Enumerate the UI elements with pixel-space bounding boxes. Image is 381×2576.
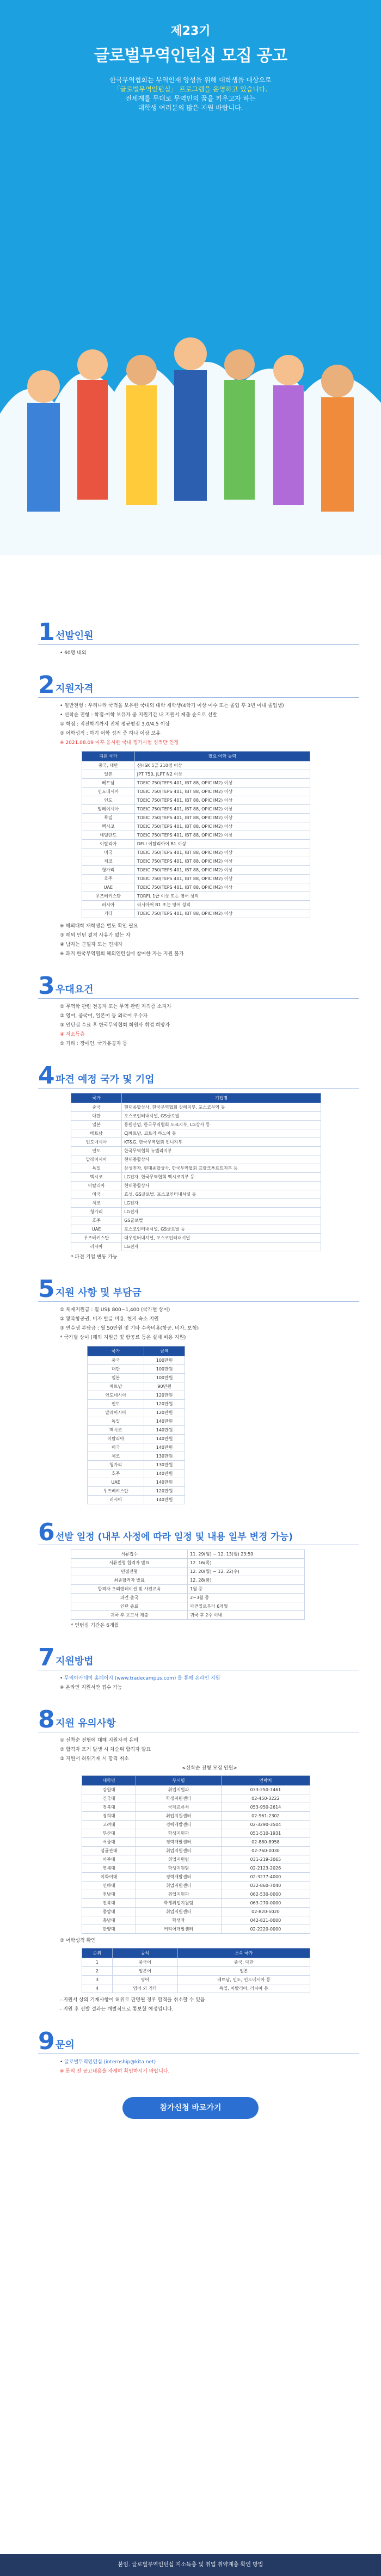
- university-row: [82, 1786, 310, 1794]
- university-row: [82, 1803, 310, 1812]
- fee-row-cell: 140만원: [144, 1443, 185, 1452]
- country-row-cell: 러시아: [71, 1243, 122, 1251]
- fee-row-cell: 140만원: [144, 1496, 185, 1504]
- rank-row-cell: 1: [82, 1958, 113, 1967]
- university-row-cell: 학생지원센터: [136, 1794, 222, 1803]
- university-row-cell: 전북대: [82, 1899, 136, 1908]
- university-row: [82, 1890, 310, 1899]
- country-row-cell: 독일: [71, 1164, 122, 1173]
- country-row-cell: 체코: [71, 1199, 122, 1208]
- country-row-cell: GS글로벌: [122, 1216, 321, 1225]
- university-row-cell: 취업지원센터: [136, 1882, 222, 1890]
- fee-row-cell: 90만원: [144, 1382, 185, 1391]
- language-row: [82, 840, 310, 849]
- language-row: [82, 779, 310, 788]
- fee-row-cell: 100만원: [144, 1356, 185, 1365]
- university-row-cell: 학생지원과: [136, 1829, 222, 1838]
- country-row: [71, 1225, 321, 1234]
- fee-row-cell: 120만원: [144, 1400, 185, 1409]
- language-row-cell: 호주: [82, 875, 135, 883]
- fee-row-cell: 100만원: [144, 1365, 185, 1374]
- language-row-cell: JPT 750, JLPT N2 이상: [134, 770, 310, 779]
- country-row-cell: 일본: [71, 1121, 122, 1129]
- fee-row: [88, 1400, 185, 1409]
- country-row-cell: 삼성전자, 현대종합상사, 한국무역협회 프랑크푸르트지부 등: [122, 1164, 321, 1173]
- language-row-cell: UAE: [82, 883, 135, 892]
- fee-row: [88, 1391, 185, 1400]
- language-row-cell: 멕시코: [82, 822, 135, 831]
- country-row-cell: 인도: [71, 1147, 122, 1155]
- fee-row: [88, 1461, 185, 1470]
- country-row-cell: 한국무역협회 뉴델리지부: [122, 1147, 321, 1155]
- hero-banner: [0, 0, 381, 599]
- country-row-cell: 현대종합상사: [122, 1155, 321, 1164]
- university-row-cell: 부산대: [82, 1829, 136, 1838]
- university-row: [82, 1864, 310, 1873]
- university-row-cell: 취업지원과: [136, 1890, 222, 1899]
- country-row-cell: 호주: [71, 1216, 122, 1225]
- fee-row-cell: 독일: [88, 1417, 144, 1426]
- country-row: [71, 1243, 321, 1251]
- language-requirements-table: 지원 국가 필요 어학 능력 중국, 대만 신HSK 5급 210점 이상 일본 JPT 750, JLPT N2 이상 베트남 TOEIC 750(TEPS 401, IBT 88, OPIC IM2) 이상 인도네시아 TOEIC 750(TEPS 401, IBT 88, OPIC IM2) 이상 인도 TOEIC 750(TEPS 401, IBT 88, OPIC IM2) 이상 말레이시아 TOEIC 750(TEPS 401, IBT 88, OPIC IM2) 이상 독일 TOEIC 750(TEPS 401, IBT 88, OPIC IM2) 이상 멕시코 TOEIC 750(TEPS 401, IBT 88, OPIC IM2) 이상 네덜란드 TOEIC 750(TEPS 401, IBT 88, OPIC IM2) 이상 이탈리아 DELI 이탈리아어 B1 이상 미국 TOEIC 750(TEPS 401, IBT 88, OPIC IM2) 이상 체코 TOEIC 750(TEPS 401, IBT 88, OPIC IM2) 이상 헝가리 TOEIC 750(TEPS 401, IBT 88, OPIC IM2) 이상 호주 TOEIC 750(TEPS 401, IBT 88, OPIC IM2) 이상 UAE TOEIC 750(TEPS 401, IBT 88, OPIC IM2) 이상 우즈베키스탄 TORFL 1급 이상 또는 영어 성적 러시아 러시아어 B1 또는 영어 성적 기타 TOEIC 750(TEPS 401, IBT 88, OPIC IM2) 이상: [82, 751, 310, 918]
- country-row-cell: 포스코인터내셔널, GS글로벌 등: [122, 1225, 321, 1234]
- university-row-cell: 02-450-3222: [221, 1794, 310, 1803]
- fee-row-cell: 100만원: [144, 1374, 185, 1382]
- rank-row-cell: 독일, 이탈리아, 러시아 등: [177, 1984, 310, 1993]
- country-row-cell: 효성, GS글로벌, 포스코인터내셔널 등: [122, 1190, 321, 1199]
- country-row-cell: CJ베트남, 코트라 하노이 등: [122, 1129, 321, 1138]
- university-row-cell: 취업지원센터: [136, 1908, 222, 1916]
- fee-row-cell: 120만원: [144, 1487, 185, 1496]
- schedule-row-cell: 인턴 종료: [71, 1602, 188, 1611]
- language-row: [82, 883, 310, 892]
- country-row: [71, 1182, 321, 1190]
- university-contact-table: 대학명 부서명 연락처 강원대 취업지원과 033-250-7461 건국대 학생지원센터 02-450-3222 경북대 국제교류처 053-950-2614 경희대 취업지원센터 02-961-2302 고려대 경력개발센터 02-3290-3504 부산대 학생지원과 051-510-1931 서울대 경력개발센터 02-880-8958 성균관대 취업지원센터 02-760-0030 아주대 취업지원팀 031-219-3065 연세대 학생지원팀 02-2123-2026 이화여대 경력개발센터 02-3277-4000 인하대 취업지원센터 032-860-7040 전남대 취업지원과 062-530-0000 전북대 학생취업지원팀 063-270-0000 중앙대 취업지원센터 02-820-5020 충남대 학생과 042-821-0000 한양대 커리어개발센터 02-2220-0000: [82, 1775, 310, 1934]
- crowd-illustration: [0, 207, 381, 599]
- university-row-cell: 취업지원팀: [136, 1855, 222, 1864]
- schedule-row-cell: 1월 중: [188, 1585, 305, 1594]
- language-row: [82, 909, 310, 918]
- language-row-cell: 독일: [82, 814, 135, 822]
- hero-description: 한국무역협회는 무역인재 양성을 위해 대학생을 대상으로 「글로벌무역인턴십」 프로그램을 운영하고 있습니다. 전세계를 무대로 무역인의 꿈을 키우고자 하는 대학생 여러분의 많은 지원 바랍니다.: [109, 76, 272, 112]
- fee-row: [88, 1443, 185, 1452]
- country-row: [71, 1138, 321, 1147]
- university-row: [82, 1847, 310, 1855]
- rank-row-cell: 일본어: [112, 1967, 177, 1976]
- schedule-row-cell: 귀국 후 보고서 제출: [71, 1611, 188, 1620]
- language-row-cell: 러시아어 B1 또는 영어 성적: [134, 901, 310, 909]
- rank-row-cell: 중국어: [112, 1958, 177, 1967]
- fee-row-cell: 인도: [88, 1400, 144, 1409]
- section-support: 5 지원 사항 및 부담금 ① 체재지원금 : 월 US$ 800~1,400 (국가별 상이) ② 왕복항공권, 비자 발급 비용, 현지 숙소 지원 ③ 연수생 부담금 : 월 50만원 및 기타 수속비용(항공, 비자, 보험) * 국가별 상이 (해외 지원금 및 항공료 등은 실제 비용 지원) 국가 금액 중국 100만원 대만 100만원 일본 100만원 베트남 90만원 인도네시아 120만원 인도 120만원 말레이시아 120만원 독일 140만원 멕시코 140만원 이탈리아 140만원 미국 140만원 체코 130만원 헝가리 130만원 호주 140만원 UAE 140만원 우즈베키스탄 120만원 러시아 140만원: [0, 1277, 381, 1504]
- schedule-row-cell: 2~3월 중: [188, 1594, 305, 1602]
- university-row-cell: 02-760-0030: [221, 1847, 310, 1855]
- schedule-row-cell: 서류전형 합격자 발표: [71, 1559, 188, 1567]
- country-company-table: 국가 기업명 중국 현대종합상사, 한국무역협회 상해지부, 포스코무역 등 대만 포스코인터내셔널, GS글로벌 일본 동원산업, 한국무역협회 도쿄지부, LG상사 등 베트남 CJ베트남, 코트라 하노이 등 인도네시아 KT&G, 한국무역협회 인니지부 인도 한국무역협회 뉴델리지부 말레이시아 현대종합상사 독일 삼성전자, 현대종합상사, 한국무역협회 프랑크푸르트지부 등 멕시코 LG전자, 한국무역협회 멕시코지부 등 이탈리아 현대종합상사 미국 효성, GS글로벌, 포스코인터내셔널 등 체코 LG전자 헝가리 LG전자 호주 GS글로벌 UAE 포스코인터내셔널, GS글로벌 등 우즈베키스탄 대우인터내셔널, 포스코인터내셔널 러시아 LG전자: [71, 1093, 321, 1251]
- fee-row-cell: 130만원: [144, 1461, 185, 1470]
- country-row: [71, 1164, 321, 1173]
- rank-row: [82, 1984, 310, 1993]
- country-row: [71, 1147, 321, 1155]
- university-row-cell: 033-250-7461: [221, 1786, 310, 1794]
- country-row: [71, 1234, 321, 1243]
- fee-row: [88, 1374, 185, 1382]
- page-title: 글로벌무역인턴십 모집 공고: [94, 46, 287, 65]
- section-schedule: 6 선발 일정 (내부 사정에 따라 일정 및 내용 일부 변경 가능) 서류접수 11. 29(월) ~ 12. 13(월) 23:59 서류전형 합격자 발표 12. 16(목) 면접전형 12. 20(월) ~ 12. 22(수) 최종합격자 발표 12. 28(화) 합격자 오리엔테이션 및 사전교육 1월 중 파견 출국 2~3월 중 인턴 종료 파견일로부터 6개월 귀국 후 보고서 제출 귀국 후 2주 이내 * 인턴십 기간은 6개월: [0, 1521, 381, 1630]
- country-row-cell: 인도네시아: [71, 1138, 122, 1147]
- university-row: [82, 1908, 310, 1916]
- language-row-cell: TOEIC 750(TEPS 401, IBT 88, OPIC IM2) 이상: [134, 796, 310, 805]
- university-row-cell: 02-880-8958: [221, 1838, 310, 1847]
- university-row-cell: 고려대: [82, 1821, 136, 1829]
- university-row-cell: 02-2123-2026: [221, 1864, 310, 1873]
- university-row-cell: 051-510-1931: [221, 1829, 310, 1838]
- university-row-cell: 전남대: [82, 1890, 136, 1899]
- university-row: [82, 1812, 310, 1821]
- university-row-cell: 아주대: [82, 1855, 136, 1864]
- university-row-cell: 경력개발센터: [136, 1821, 222, 1829]
- language-row-cell: 기타: [82, 909, 135, 918]
- country-row: [71, 1155, 321, 1164]
- university-row-cell: 031-219-3065: [221, 1855, 310, 1864]
- language-row: [82, 831, 310, 840]
- fee-row: [88, 1452, 185, 1461]
- language-row: [82, 892, 310, 901]
- language-row-cell: TOEIC 750(TEPS 401, IBT 88, OPIC IM2) 이상: [134, 875, 310, 883]
- language-row-cell: TOEIC 750(TEPS 401, IBT 88, OPIC IM2) 이상: [134, 805, 310, 814]
- language-row-cell: TOEIC 750(TEPS 401, IBT 88, OPIC IM2) 이상: [134, 849, 310, 857]
- university-row: [82, 1916, 310, 1925]
- rank-row-cell: 중국, 대만: [177, 1958, 310, 1967]
- fee-row-cell: 140만원: [144, 1470, 185, 1478]
- country-row-cell: LG전자: [122, 1208, 321, 1216]
- section-recruitment-count: 1 선발인원 • 60명 내외: [0, 620, 381, 657]
- schedule-row: [71, 1559, 305, 1567]
- language-row-cell: 러시아: [82, 901, 135, 909]
- fee-row-cell: 140만원: [144, 1478, 185, 1487]
- fee-row-cell: 중국: [88, 1356, 144, 1365]
- country-row: [71, 1129, 321, 1138]
- language-row: [82, 875, 310, 883]
- language-row: [82, 796, 310, 805]
- university-row-cell: 053-950-2614: [221, 1803, 310, 1812]
- section-preferences: 3 우대요건 ① 무역학 관련 전공자 또는 무역 관련 자격증 소지자 ② 영어, 중국어, 일본어 등 외국어 우수자 ③ 인턴십 수료 후 한국무역협회 회원사 취업 희망자 ④ 저소득층 ⑤ 기타 : 장애인, 국가유공자 등: [0, 974, 381, 1048]
- fee-row-cell: 140만원: [144, 1417, 185, 1426]
- rank-row: [82, 1967, 310, 1976]
- university-row: [82, 1882, 310, 1890]
- language-row-cell: TOEIC 750(TEPS 401, IBT 88, OPIC IM2) 이상: [134, 883, 310, 892]
- country-row-cell: 멕시코: [71, 1173, 122, 1182]
- section-contact: 9 문의 • 글로벌무역인턴십 (internship@kita.net) ※ 문의 전 공고내용을 자세히 확인하시기 바랍니다.: [0, 2030, 381, 2075]
- university-row-cell: 국제교류처: [136, 1803, 222, 1812]
- fee-row-cell: 멕시코: [88, 1426, 144, 1435]
- fee-row: [88, 1478, 185, 1487]
- fee-row-cell: 미국: [88, 1443, 144, 1452]
- country-row-cell: 현대종합상사: [122, 1182, 321, 1190]
- university-row-cell: 건국대: [82, 1794, 136, 1803]
- university-row: [82, 1873, 310, 1882]
- university-row-cell: 충남대: [82, 1916, 136, 1925]
- university-row-cell: 취업지원과: [136, 1786, 222, 1794]
- schedule-row-cell: 11. 29(월) ~ 12. 13(월) 23:59: [188, 1550, 305, 1559]
- university-row-cell: 인하대: [82, 1882, 136, 1890]
- university-row-cell: 02-961-2302: [221, 1812, 310, 1821]
- language-row: [82, 814, 310, 822]
- language-row-cell: TOEIC 750(TEPS 401, IBT 88, OPIC IM2) 이상: [134, 831, 310, 840]
- schedule-row-cell: 12. 28(화): [188, 1576, 305, 1585]
- fee-row: [88, 1417, 185, 1426]
- language-row: [82, 849, 310, 857]
- schedule-row-cell: 12. 20(월) ~ 12. 22(수): [188, 1567, 305, 1576]
- country-row: [71, 1190, 321, 1199]
- university-row-cell: 063-270-0000: [221, 1899, 310, 1908]
- fee-row: [88, 1426, 185, 1435]
- language-row-cell: TORFL 1급 이상 또는 영어 성적: [134, 892, 310, 901]
- schedule-row-cell: 귀국 후 2주 이내: [188, 1611, 305, 1620]
- fee-row-cell: 말레이시아: [88, 1409, 144, 1417]
- language-row-cell: 말레이시아: [82, 805, 135, 814]
- language-row-cell: DELI 이탈리아어 B1 이상: [134, 840, 310, 849]
- country-row-cell: LG전자, 한국무역협회 멕시코지부 등: [122, 1173, 321, 1182]
- university-row-cell: 학생지원팀: [136, 1864, 222, 1873]
- language-row: [82, 761, 310, 770]
- university-row-cell: 한양대: [82, 1925, 136, 1934]
- university-row-cell: 학생취업지원팀: [136, 1899, 222, 1908]
- country-row-cell: LG전자: [122, 1199, 321, 1208]
- language-row-cell: 인도: [82, 796, 135, 805]
- language-row: [82, 866, 310, 875]
- language-row-cell: 일본: [82, 770, 135, 779]
- country-row-cell: 동원산업, 한국무역협회 도쿄지부, LG상사 등: [122, 1121, 321, 1129]
- fee-row: [88, 1356, 185, 1365]
- fee-row-cell: 140만원: [144, 1426, 185, 1435]
- country-row-cell: 우즈베키스탄: [71, 1234, 122, 1243]
- country-row-cell: 중국: [71, 1103, 122, 1112]
- fee-row-cell: 체코: [88, 1452, 144, 1461]
- country-row-cell: LG전자: [122, 1243, 321, 1251]
- fee-row-cell: 일본: [88, 1374, 144, 1382]
- footer-note: 붙임. 글로벌무역인턴십 지소득층 및 취업 취약계층 확인 방법: [0, 2554, 381, 2576]
- university-row-cell: 취업지원센터: [136, 1847, 222, 1855]
- language-row-cell: 네덜란드: [82, 831, 135, 840]
- language-row-cell: TOEIC 750(TEPS 401, IBT 88, OPIC IM2) 이상: [134, 822, 310, 831]
- university-row: [82, 1838, 310, 1847]
- contact-email-link[interactable]: 글로벌무역인턴십 (internship@kita.net): [64, 2059, 156, 2065]
- country-row-cell: 대만: [71, 1112, 122, 1121]
- fee-row-cell: 헝가리: [88, 1461, 144, 1470]
- university-row-cell: 02-2220-0000: [221, 1925, 310, 1934]
- university-row-cell: 취업지원센터: [136, 1812, 222, 1821]
- language-row-cell: TOEIC 750(TEPS 401, IBT 88, OPIC IM2) 이상: [134, 866, 310, 875]
- edition-label: 제23기: [170, 24, 211, 38]
- language-row: [82, 901, 310, 909]
- country-row: [71, 1121, 321, 1129]
- language-row-cell: 체코: [82, 857, 135, 866]
- country-row: [71, 1173, 321, 1182]
- apply-method-link[interactable]: 무역아카데미 홈페이지 (www.tradecampus.com) 를 통해 온라인 지원: [64, 1676, 220, 1681]
- schedule-row-cell: 파견 출국: [71, 1594, 188, 1602]
- language-row-cell: TOEIC 750(TEPS 401, IBT 88, OPIC IM2) 이상: [134, 779, 310, 788]
- university-row-cell: 경력개발센터: [136, 1838, 222, 1847]
- fee-row-cell: 130만원: [144, 1452, 185, 1461]
- country-row: [71, 1112, 321, 1121]
- section-countries: 4 파견 예정 국가 및 기업 국가 기업명 중국 현대종합상사, 한국무역협회 상해지부, 포스코무역 등 대만 포스코인터내셔널, GS글로벌 일본 동원산업, 한국무역협회 도쿄지부, LG상사 등 베트남 CJ베트남, 코트라 하노이 등 인도네시아 KT&G, 한국무역협회 인니지부 인도 한국무역협회 뉴델리지부 말레이시아 현대종합상사 독일 삼성전자, 현대종합상사, 한국무역협회 프랑크푸르트지부 등 멕시코 LG전자, 한국무역협회 멕시코지부 등 이탈리아 현대종합상사 미국 효성, GS글로벌, 포스코인터내셔널 등 체코 LG전자 헝가리 LG전자 호주 GS글로벌 UAE 포스코인터내셔널, GS글로벌 등 우즈베키스탄 대우인터내셔널, 포스코인터내셔널 러시아 LG전자 * 파견 기업 변동 가능: [0, 1064, 381, 1261]
- country-row-cell: 말레이시아: [71, 1155, 122, 1164]
- university-row-cell: 중앙대: [82, 1908, 136, 1916]
- university-row-cell: 성균관대: [82, 1847, 136, 1855]
- language-row-cell: 미국: [82, 849, 135, 857]
- language-row-cell: TOEIC 750(TEPS 401, IBT 88, OPIC IM2) 이상: [134, 909, 310, 918]
- language-row-cell: 우즈베키스탄: [82, 892, 135, 901]
- language-row: [82, 770, 310, 779]
- schedule-row-cell: 최종합격자 발표: [71, 1576, 188, 1585]
- fee-row: [88, 1365, 185, 1374]
- schedule-row: [71, 1602, 305, 1611]
- rank-row-cell: 2: [82, 1967, 113, 1976]
- university-row-cell: 이화여대: [82, 1873, 136, 1882]
- rank-row-cell: 일본: [177, 1967, 310, 1976]
- university-row: [82, 1925, 310, 1934]
- rank-row: [82, 1976, 310, 1984]
- language-row-cell: 베트남: [82, 779, 135, 788]
- language-row-cell: TOEIC 750(TEPS 401, IBT 88, OPIC IM2) 이상: [134, 814, 310, 822]
- section-how-to-apply: 7 지원방법 • 무역아카데미 홈페이지 (www.tradecampus.com) 를 통해 온라인 지원 ※ 온라인 지원서만 접수 가능: [0, 1646, 381, 1692]
- fee-row-cell: 우즈베키스탄: [88, 1487, 144, 1496]
- fee-row-cell: 베트남: [88, 1382, 144, 1391]
- fee-row: [88, 1496, 185, 1504]
- fee-row-cell: UAE: [88, 1478, 144, 1487]
- fee-row-cell: 호주: [88, 1470, 144, 1478]
- country-row-cell: UAE: [71, 1225, 122, 1234]
- country-row-cell: 대우인터내셔널, 포스코인터내셔널: [122, 1234, 321, 1243]
- university-row-cell: 서울대: [82, 1838, 136, 1847]
- university-row: [82, 1899, 310, 1908]
- university-row-cell: 02-820-5020: [221, 1908, 310, 1916]
- schedule-row: [71, 1611, 305, 1620]
- rank-row-cell: 4: [82, 1984, 113, 1993]
- language-row: [82, 822, 310, 831]
- fee-row-cell: 120만원: [144, 1391, 185, 1400]
- country-row-cell: 현대종합상사, 한국무역협회 상해지부, 포스코무역 등: [122, 1103, 321, 1112]
- language-row-cell: 이탈리아: [82, 840, 135, 849]
- fee-row-cell: 인도네시아: [88, 1391, 144, 1400]
- university-row-cell: 연세대: [82, 1864, 136, 1873]
- country-row-cell: 미국: [71, 1190, 122, 1199]
- schedule-row: [71, 1585, 305, 1594]
- language-row-cell: TOEIC 750(TEPS 401, IBT 88, OPIC IM2) 이상: [134, 788, 310, 796]
- country-row-cell: 포스코인터내셔널, GS글로벌: [122, 1112, 321, 1121]
- language-row-cell: 인도네시아: [82, 788, 135, 796]
- section-notes: 8 지원 유의사항 ① 선착순 전형에 대해 지원자격 유의 ② 합격자 포기 발생 시 차순위 합격자 발표 ③ 지원서 허위기재 시 합격 취소 <선착순 전형 모집 인원> 대학명 부서명 연락처 강원대 취업지원과 033-250-7461 건국대 학생지원센터 02-450-3222 경북대 국제교류처 053-950-2614 경희대 취업지원센터 02-961-2302 고려대 경력개발센터 02-3290-3504 부산대 학생지원과 051-510-1931 서울대 경력개발센터 02-880-8958 성균관대 취업지원센터 02-760-0030 아주대 취업지원팀 031-219-3065 연세대 학생지원팀 02-2123-2026 이화여대 경력개발센터 02-3277-4000 인하대 취업지원센터 032-860-7040 전남대 취업지원과 062-530-0000 전북대 학생취업지원팀 063-270-0000 중앙대 취업지원센터 02-820-5020 충남대 학생과 042-821-0000 한양대 커리어개발센터 02-2220-0000 ② 어학성적 확인 순위 공석 소속 국가 1 중국어 중국, 대만 2 일본어 일본 3 영어 베트남, 인도, 인도네시아 등 4 영어 외 기타 독일, 이탈리아, 러시아 등 - 지원서 상의 기재사항이 허위로 판명될 경우 합격을 취소할 수 있음 - 지원 후 선발 결과는 개별적으로 통보할 예정입니다.: [0, 1708, 381, 2013]
- country-row-cell: 베트남: [71, 1129, 122, 1138]
- fee-row-cell: 이탈리아: [88, 1435, 144, 1443]
- rank-row-cell: 베트남, 인도, 인도네시아 등: [177, 1976, 310, 1984]
- country-row: [71, 1199, 321, 1208]
- country-row-cell: 이탈리아: [71, 1182, 122, 1190]
- country-row: [71, 1208, 321, 1216]
- schedule-row-cell: 12. 16(목): [188, 1559, 305, 1567]
- university-row-cell: 강원대: [82, 1786, 136, 1794]
- university-row-cell: 학생과: [136, 1916, 222, 1925]
- fee-table: 국가 금액 중국 100만원 대만 100만원 일본 100만원 베트남 90만원 인도네시아 120만원 인도 120만원 말레이시아 120만원 독일 140만원 멕시코 140만원 이탈리아 140만원 미국 140만원 체코 130만원 헝가리 130만원 호주 140만원 UAE 140만원 우즈베키스탄 120만원 러시아 140만원: [87, 1346, 185, 1504]
- rank-row-cell: 영어: [112, 1976, 177, 1984]
- university-row-cell: 02-3290-3504: [221, 1821, 310, 1829]
- university-row: [82, 1794, 310, 1803]
- fee-row: [88, 1435, 185, 1443]
- fee-row-cell: 대만: [88, 1365, 144, 1374]
- rank-row-cell: 영어 외 기타: [112, 1984, 177, 1993]
- university-row: [82, 1829, 310, 1838]
- country-row: [71, 1103, 321, 1112]
- language-row: [82, 788, 310, 796]
- language-row-cell: 헝가리: [82, 866, 135, 875]
- country-row-cell: KT&G, 한국무역협회 인니지부: [122, 1138, 321, 1147]
- schedule-row-cell: 서류접수: [71, 1550, 188, 1559]
- schedule-table: [71, 1550, 305, 1620]
- fee-row: [88, 1382, 185, 1391]
- language-row: [82, 805, 310, 814]
- language-row: [82, 857, 310, 866]
- fee-row: [88, 1487, 185, 1496]
- language-row-cell: TOEIC 750(TEPS 401, IBT 88, OPIC IM2) 이상: [134, 857, 310, 866]
- country-row: [71, 1216, 321, 1225]
- schedule-row-cell: 면접전형: [71, 1567, 188, 1576]
- university-row: [82, 1821, 310, 1829]
- university-row-cell: 경북대: [82, 1803, 136, 1812]
- language-row-cell: 신HSK 5급 210점 이상: [134, 761, 310, 770]
- university-row-cell: 042-821-0000: [221, 1916, 310, 1925]
- university-row-cell: 032-860-7040: [221, 1882, 310, 1890]
- schedule-row-cell: 파견일로부터 6개월: [188, 1602, 305, 1611]
- language-row-cell: 중국, 대만: [82, 761, 135, 770]
- schedule-row-cell: 합격자 오리엔테이션 및 사전교육: [71, 1585, 188, 1594]
- fee-row: [88, 1409, 185, 1417]
- university-row-cell: 062-530-0000: [221, 1890, 310, 1899]
- university-row-cell: 경력개발센터: [136, 1873, 222, 1882]
- fee-row: [88, 1470, 185, 1478]
- university-row: [82, 1855, 310, 1864]
- section-eligibility: 2 지원자격 • 일반전형 : 우리나라 국적을 보유한 국내외 대학 재학생(4학기 이상 이수 또는 졸업 후 3년 이내 졸업생) • 선착순 전형 : 학점·어학 보유자 중 지원기간 내 지원서 제출 순으로 선발 ① 학점 : 직전학기까지 전체 평균평점 3.0/4.5 이상 ② 어학성적 : 하기 어학 성적 중 하나 이상 보유 ※ 2021.08.09 이후 응시한 국내 정기시험 성적만 인정 지원 국가 필요 어학 능력 중국, 대만 신HSK 5급 210점 이상 일본 JPT 750, JLPT N2 이상 베트남 TOEIC 750(TEPS 401, IBT 88, OPIC IM2) 이상 인도네시아 TOEIC 750(TEPS 401, IBT 88, OPIC IM2) 이상 인도 TOEIC 750(TEPS 401, IBT 88, OPIC IM2) 이상 말레이시아 TOEIC 750(TEPS 401, IBT 88, OPIC IM2) 이상 독일 TOEIC 750(TEPS 401, IBT 88, OPIC IM2) 이상 멕시코 TOEIC 750(TEPS 401, IBT 88, OPIC IM2) 이상 네덜란드 TOEIC 750(TEPS 401, IBT 88, OPIC IM2) 이상 이탈리아 DELI 이탈리아어 B1 이상 미국 TOEIC 750(TEPS 401, IBT 88, OPIC IM2) 이상 체코 TOEIC 750(TEPS 401, IBT 88, OPIC IM2) 이상 헝가리 TOEIC 750(TEPS 401, IBT 88, OPIC IM2) 이상 호주 TOEIC 750(TEPS 401, IBT 88, OPIC IM2) 이상 UAE TOEIC 750(TEPS 401, IBT 88, OPIC IM2) 이상 우즈베키스탄 TORFL 1급 이상 또는 영어 성적 러시아 러시아어 B1 또는 영어 성적 기타 TOEIC 750(TEPS 401, IBT 88, OPIC IM2) 이상 ※ 해외대학 재학생은 별도 확인 필요 ③ 해외 인턴 결격 사유가 없는 자 ④ 남자는 군필자 또는 면제자 ※ 과거 한국무역협회 해외인턴십에 참여한 자는 지원 불가: [0, 673, 381, 958]
- recruitment-count: 60명 내외: [64, 650, 87, 656]
- schedule-row: [71, 1576, 305, 1585]
- schedule-row: [71, 1550, 305, 1559]
- rank-row-cell: 3: [82, 1976, 113, 1984]
- university-row-cell: 02-3277-4000: [221, 1873, 310, 1882]
- country-row-cell: 헝가리: [71, 1208, 122, 1216]
- apply-button[interactable]: 참가신청 바로가기: [122, 2097, 259, 2119]
- university-row-cell: 경희대: [82, 1812, 136, 1821]
- fee-row-cell: 140만원: [144, 1435, 185, 1443]
- university-row-cell: 커리어개발센터: [136, 1925, 222, 1934]
- fee-row-cell: 120만원: [144, 1409, 185, 1417]
- rank-row: [82, 1958, 310, 1967]
- schedule-row: [71, 1594, 305, 1602]
- language-rank-table: 순위 공석 소속 국가 1 중국어 중국, 대만 2 일본어 일본 3 영어 베트남, 인도, 인도네시아 등 4 영어 외 기타 독일, 이탈리아, 러시아 등: [82, 1948, 310, 1993]
- schedule-row: [71, 1567, 305, 1576]
- fee-row-cell: 러시아: [88, 1496, 144, 1504]
